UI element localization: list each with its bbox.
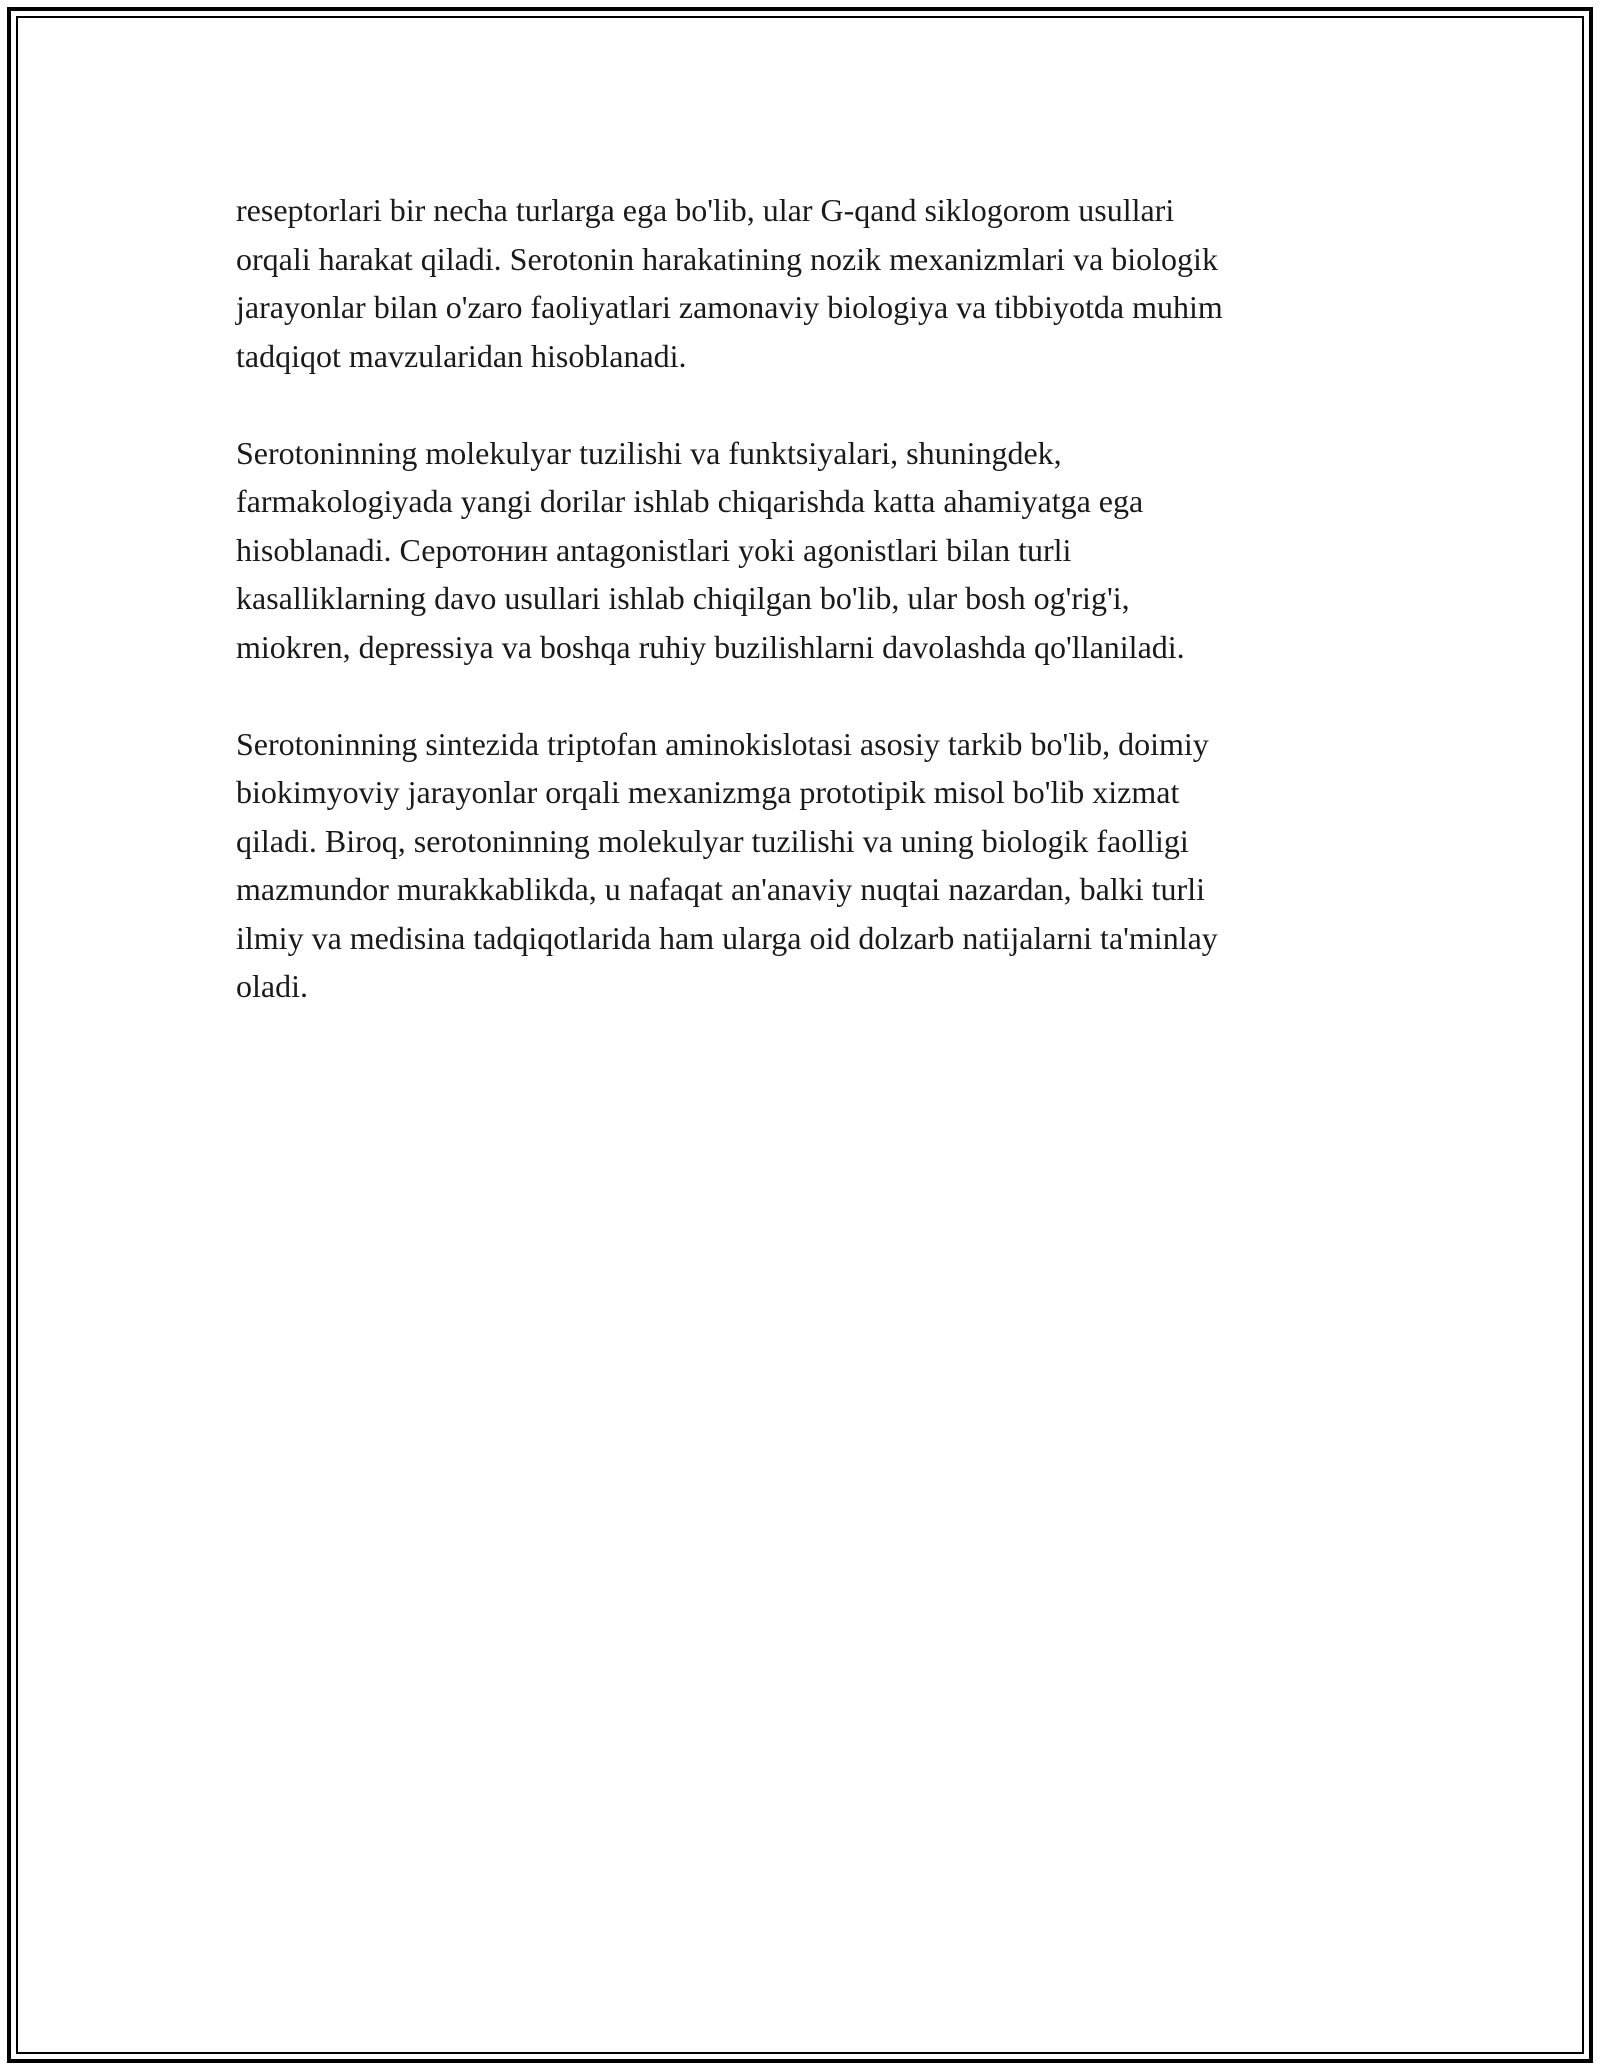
text-line: oladi. [236,968,308,1004]
text-line: reseptorlari bir necha turlarga ega bo'lib, ular G-qand siklogorom usullari [236,192,1175,228]
text-line: hisoblanadi. Серотонин antagonistlari yoki agonistlari bilan turli [236,531,1072,568]
text-line: Serotoninning molekulyar tuzilishi va funktsiyalari, shuningdek, [236,434,1062,471]
text-line: tadqiqot mavzularidan hisoblanadi. [236,337,687,374]
paragraph-2 [236,429,1386,672]
paragraph-1 [236,186,1386,380]
text-line: kasalliklarning davo usullari ishlab chiqilgan bo'lib, ular bosh og'rig'i, [236,580,1130,616]
text-line: Serotoninning sintezida triptofan aminokislotasi asosiy tarkib bo'lib, doimiy [236,725,1209,762]
text-line: ilmiy va medisina tadqiqotlarida ham ularga oid dolzarb natijalarni ta'minlay [236,919,1218,956]
text-line: farmakologiyada yangi dorilar ishlab chiqarishda katta ahamiyatga ega [236,483,1144,519]
text-line: jarayonlar bilan o'zaro faoliyatlari zamonaviy biologiya va tibbiyotda muhim [236,289,1223,325]
text-line: orqali harakat qiladi. Serotonin harakatining nozik mexanizmlari va biologik [236,240,1218,277]
text-line: biokimyoviy jarayonlar orqali mexanizmga prototipik misol bo'lib xizmat [236,774,1180,810]
document-body [236,186,1386,1059]
text-line: qiladi. Biroq, serotoninning molekulyar tuzilishi va uning biologik faolligi [236,822,1189,859]
paragraph-3 [236,720,1386,1011]
text-line: miokren, depressiya va boshqa ruhiy buzilishlarni davolashda qo'llaniladi. [236,628,1185,665]
text-line: mazmundor murakkablikda, u nafaqat an'anaviy nuqtai nazardan, balki turli [236,871,1205,907]
